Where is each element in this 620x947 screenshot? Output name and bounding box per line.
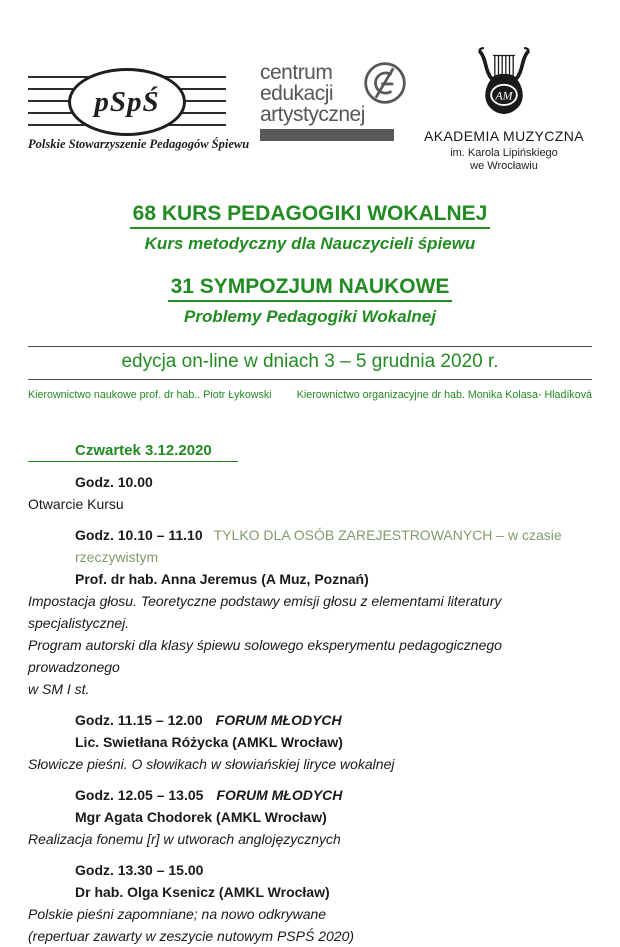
academy-name: AKADEMIA MUZYCZNA xyxy=(423,128,585,144)
day-heading xyxy=(28,442,592,462)
item-time xyxy=(28,709,592,731)
schedule-item xyxy=(28,524,592,700)
time-text: Godz. 11.15 – 12.00 xyxy=(75,712,203,728)
schedule xyxy=(28,471,592,947)
psps-monogram: pSpŚ xyxy=(94,85,160,118)
course-title xyxy=(28,202,592,229)
forum-label: FORUM MŁODYCH xyxy=(215,712,342,728)
item-time: Godz. 13.30 – 15.00 xyxy=(75,862,204,878)
schedule-item xyxy=(28,709,592,775)
item-time xyxy=(28,784,592,806)
symposium-title-text: 31 SYMPOZJUM NAUKOWE xyxy=(168,275,453,302)
music-staff-icon xyxy=(28,76,226,128)
item-description: Polskie pieśni zapomniane; na nowo odkrywane xyxy=(28,906,327,922)
item-speaker: Mgr Agata Chodorek (AMKL Wrocław) xyxy=(75,809,327,825)
item-speaker: Dr hab. Olga Ksenicz (AMKL Wrocław) xyxy=(75,884,330,900)
item-description: (repertuar zawarty w zeszycie nutowym PSPŚ 2020) xyxy=(28,928,355,944)
day-heading-text: Czwartek 3.12.2020 xyxy=(28,442,238,462)
item-time xyxy=(28,524,592,568)
schedule-item xyxy=(28,859,592,947)
cea-monogram-icon xyxy=(362,60,408,111)
schedule-item xyxy=(28,784,592,850)
symposium-title xyxy=(28,275,592,302)
item-time: Godz. 10.00 xyxy=(75,474,153,490)
forum-label: FORUM MŁODYCH xyxy=(216,787,343,803)
academy-logo xyxy=(416,46,592,172)
item-description: Impostacja głosu. Teoretyczne podstawy emisji głosu z elementami literatury specjalistycznej. xyxy=(28,593,502,631)
cea-line-2: edukacji xyxy=(260,82,334,105)
lyre-icon xyxy=(416,46,592,125)
cea-line-3: artystycznej xyxy=(260,103,365,126)
item-speaker: Prof. dr hab. Anna Jeremus (A Muz, Poznań) xyxy=(75,571,369,587)
psps-ellipse xyxy=(68,68,186,136)
cea-bar xyxy=(260,129,394,141)
time-text: Godz. 10.10 – 11.10 xyxy=(75,527,203,543)
cea-logo xyxy=(260,62,394,141)
registration-note: TYLKO DLA OSÓB ZAREJESTROWANYCH – w czasie rzeczywistym xyxy=(75,527,562,565)
academy-city: we Wrocławiu xyxy=(470,160,538,172)
cea-line-1: centrum xyxy=(260,61,333,84)
item-description: Słowicze pieśni. O słowikach w słowiańskiej liryce wokalnej xyxy=(28,756,395,772)
edition-banner: edycja on-line w dniach 3 – 5 grudnia 2020 r. xyxy=(28,346,592,380)
management-organizational: Kierownictwo organizacyjne dr hab. Monika Kolasa- Hladíková xyxy=(296,389,592,401)
time-text: Godz. 12.05 – 13.05 xyxy=(75,787,204,803)
am-monogram: AM xyxy=(495,88,513,103)
item-description: Realizacja fonemu [r] w utworach anglojęzycznych xyxy=(28,831,341,847)
item-description: Program autorski dla klasy śpiewu solowego eksperymentu pedagogicznego prowadzonego xyxy=(28,637,502,675)
symposium-subtitle: Problemy Pedagogiki Wokalnej xyxy=(184,307,436,326)
item-speaker: Lic. Swietłana Różycka (AMKL Wrocław) xyxy=(75,734,343,750)
logo-header xyxy=(28,46,592,172)
course-title-text: 68 KURS PEDAGOGIKI WOKALNEJ xyxy=(130,202,491,229)
academy-patron: im. Karola Lipińskiego xyxy=(450,147,558,159)
psps-caption: Polskie Stowarzyszenie Pedagogów Śpiewu xyxy=(28,137,250,151)
item-description: w SM I st. xyxy=(28,681,90,697)
psps-logo xyxy=(28,76,250,152)
management-scientific: Kierownictwo naukowe prof. dr hab.. Piotr Łykowski xyxy=(28,389,272,401)
item-text: Otwarcie Kursu xyxy=(28,496,124,512)
course-subtitle: Kurs metodyczny dla Nauczycieli śpiewu xyxy=(144,234,476,253)
schedule-item xyxy=(28,471,592,515)
title-block xyxy=(28,202,592,327)
management-line xyxy=(28,389,592,401)
